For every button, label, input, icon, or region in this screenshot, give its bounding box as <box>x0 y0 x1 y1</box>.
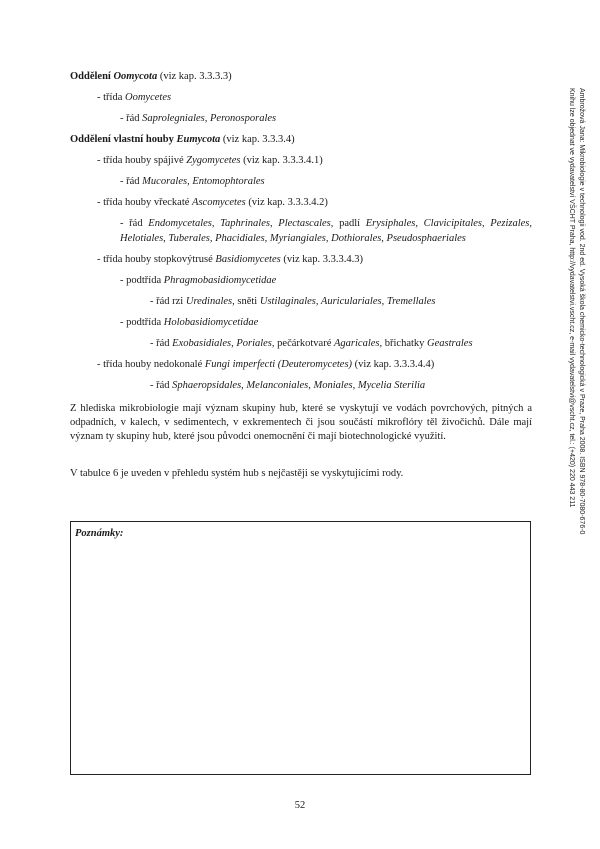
notes-box[interactable] <box>70 521 531 775</box>
taxon-order: - řád Exobasidiales, Poriales, pečárkotvaré Agaricales, břichatky Geastrales <box>150 338 473 349</box>
taxon-subclass: - podtřída Holobasidiomycetidae <box>120 317 259 328</box>
taxon-label: Oddělení <box>70 71 114 82</box>
taxonomy-list <box>70 69 532 399</box>
taxon-order: - řád Sphaeropsidales, Melanconiales, Moniales, Mycelia Sterilia <box>150 380 426 391</box>
taxon-ascomycetes: - třída houby vřeckaté Ascomycetes (viz kap. 3.3.3.4.2) <box>97 197 328 208</box>
taxon-oomycota <box>70 69 532 84</box>
side-citation <box>556 88 586 608</box>
page-number: 52 <box>294 800 306 811</box>
taxon-basidiomycetes: - třída houby stopkovýtrusé Basidiomycetes (viz kap. 3.3.3.4.3) <box>97 254 363 265</box>
ordering-line: Knihu lze objednat ve vydavatelství VŠCHT Praha, http://vydavatelstvi.vscht.cz, e-mail vydavatelstvi@vscht.cz, tel.: (+420) 220 443 211 <box>568 88 575 508</box>
taxon-zygomycetes: - třída houby spájivé Zygomycetes (viz kap. 3.3.3.4.1) <box>97 155 323 166</box>
taxon-oomycetes: - třída Oomycetes <box>97 92 172 103</box>
taxon-subclass: - podtřída Phragmobasidiomycetidae <box>120 275 277 286</box>
taxon-name: Oomycota <box>113 71 158 82</box>
notes-title: Poznámky: <box>75 528 124 539</box>
body-paragraph: Z hlediska mikrobiologie mají význam skupiny hub, které se vyskytují ve vodách povrchových, pitných a odpadních, v kalech, v sedimentech, v exkrementech či jsou součástí mikroflóry těl živočichů. Dále mají význam ty skupiny hub, které jsou původci onemocnění či mají biotechnologické využití. <box>70 403 532 442</box>
body-paragraph: V tabulce 6 je uveden v přehledu systém hub s nejčastěji se vyskytujícími rody. <box>70 468 404 479</box>
taxon-fungi-imperfecti: - třída houby nedokonalé Fungi imperfecti (Deuteromycetes) (viz kap. 3.3.3.4.4) <box>97 359 435 370</box>
citation-line: Ambrožová Jana: Mikrobiologie v technologii vod. 2nd ed. Vysoká škola chemicko-technologická v Praze, Praha 2008. ISBN 978-80-7080-676-0 <box>578 88 585 535</box>
taxon-order: - řád Endomycetales, Taphrinales, Plectascales, padlí Erysiphales, Clavicipitales, Pezizales, Helotiales, Tuberales, Phacidiales, Myriangiales, Dothiorales, Pseudosphaeriales <box>120 218 532 244</box>
chapter-ref: (viz kap. 3.3.3.3) <box>157 71 232 82</box>
taxon-eumycota: Oddělení vlastní houby Eumycota (viz kap. 3.3.3.4) <box>70 134 295 145</box>
taxon-order: - řád Mucorales, Entomophtorales <box>120 176 265 187</box>
taxon-order: - řád rzi Uredinales, sněti Ustilaginales, Auriculariales, Tremellales <box>150 296 436 307</box>
taxon-order: - řád Saprolegniales, Peronosporales <box>120 113 277 124</box>
